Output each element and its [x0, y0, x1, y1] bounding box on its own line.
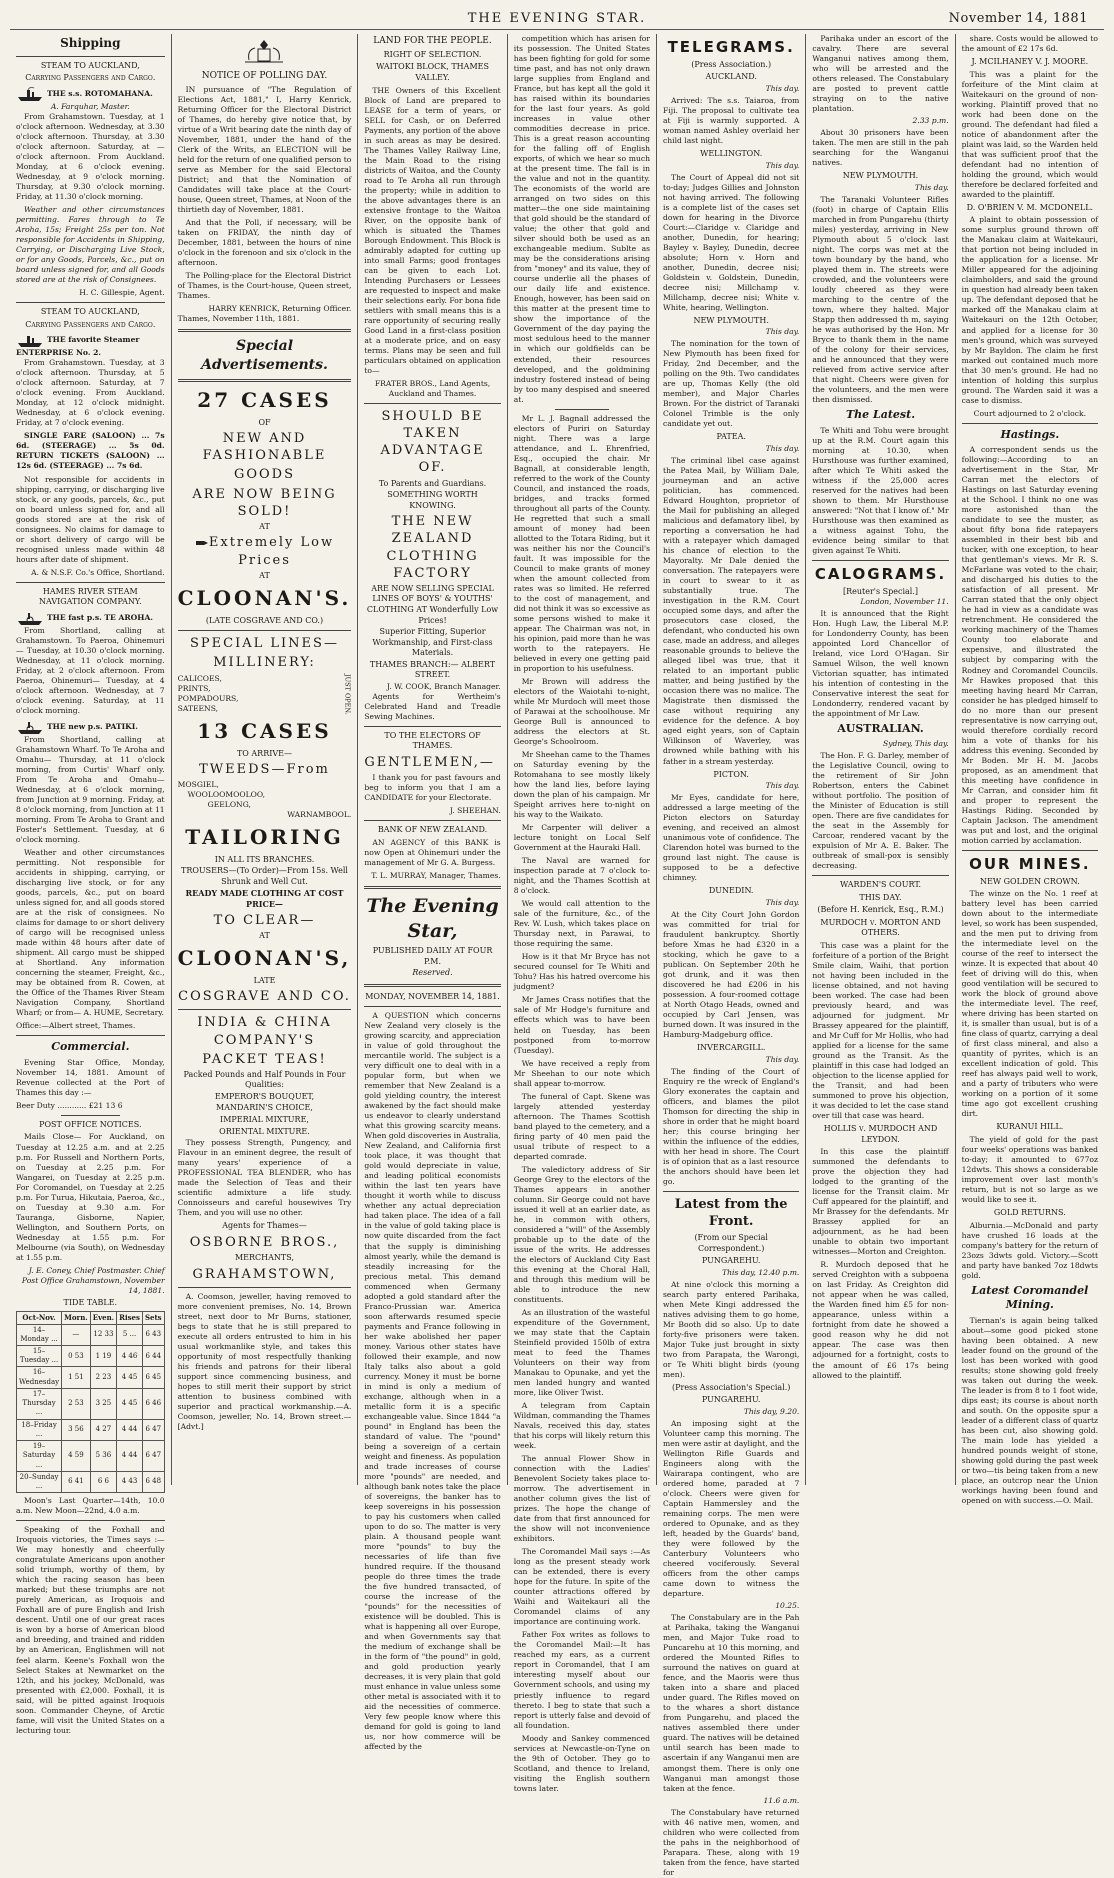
low-prices-at: AT — [259, 570, 270, 580]
case-title-2: HOLLIS v. MURDOCH AND LEYDON. — [823, 1124, 938, 1144]
case-continuation: share. Costs would be allowed to the amount of £2 17s 6d. — [961, 34, 1098, 54]
rotomahana-schedule: From Grahamstown. Tuesday, at 1 o'clock afternoon. Wednesday, at 3.30 o'clock afternoon. Thursday, at 3.30 o'clock afternoon. Saturday, at — o'clock afternoon. From Auckland. Monday, at 6 o'clock evening. Wednesday, at 9 o'clock morning. Thursday, at 9.30 o'clock morning. Friday, at 11.30 o'clock morning. — [16, 111, 165, 202]
millinery: MILLINERY: — [213, 655, 316, 671]
list-item: MOSGIEL, — [177, 780, 219, 790]
paper-date: MONDAY, NOVEMBER 14, 1881. — [365, 991, 500, 1001]
list-item: CALICOES, — [177, 673, 222, 683]
gold-returns-body: Alburnia.—McDonald and party have crushed 16 loads at the company's battery for the return of 23ozs 3dwts gold. Victory.—Scott and party have banked 7oz 18dwts gold. — [961, 1220, 1098, 1280]
case-title-2: D. O'BRIEN V. M. MCDONELL. — [966, 202, 1094, 212]
steam-to-auckland-title-2: STEAM TO AUCKLAND, — [40, 307, 140, 317]
coromandel-body: Tiernan's is again being talked about—some good picked stone having been obtained. A new leader found on the ground of the lost has been worked with good results; stone showing gold freely was taken out during the week. The leader is from 8 to 1 foot wide, dips east; its course is about north and south. On the opposite spur a leader of a different class of quartz has been cut, also showing gold. The main lode has yielded a hundred pounds weight of stone, showing gold during the past week or two—tis being taken from a new place, an outcrop near the Union workings having been found and opened on with success.—O. Mail. — [961, 1315, 1098, 1506]
dunedin-dateline: This day. — [765, 897, 800, 907]
rotomahana-master: A. Farquhar, Master. — [50, 101, 130, 111]
enterprise-fares: SINGLE FARE (SALOON) ... 7s 6d. (STEERAGE) ... 5s 0d. RETURN TICKETS (SALOON) ... 12s 6d. (STEERAGE) ... 7s 6d. — [16, 431, 165, 471]
post-office-title: POST OFFICE NOTICES. — [39, 1119, 142, 1129]
london-body: It is announced that the Right Hon. Hugh Law, the Liberal M.P. for Londonderry County, has been appointed Lord Chancellor of Ireland, vice Lord O'Hagan. Sir Samuel Wilson, the well known Victorian squatter, has intimated his intention of contesting in the Conservative interest the seat for Londonderry, rendered vacant by the appointment of Mr Law. — [812, 609, 949, 719]
column-5 — [657, 34, 806, 1877]
nzcf-body: ARE NOW SELLING SPECIAL LINES OF BOYS' & YOUTHS' CLOTHING AT Wonderfully Low Prices! — [366, 583, 499, 625]
list-item: POMPADOURS, — [177, 693, 239, 703]
list-item: GEELONG, — [207, 800, 251, 810]
post-office-signature: J. E. Coney, Chief Postmaster. Chief Post Office Grahamstown, November 14, 1881. — [21, 1265, 165, 1295]
paper-reserved: Reserved. — [412, 968, 453, 978]
issue-date: November 14, 1881 — [948, 11, 1088, 26]
steamship-icon — [16, 332, 44, 348]
te-aroha-name: THE fast p.s. TE AROHA. — [16, 610, 165, 626]
column-2 — [172, 34, 359, 1485]
list-item: MANDARIN'S CHOICE, — [216, 1103, 313, 1113]
news-item: Mr Carpenter will deliver a lecture tonight on Local Self Government at the Hauraki Hall. — [513, 823, 651, 853]
nzcf-agents: Agents for Wertheim's Celebrated Hand and Treadle Sewing Machines. — [364, 691, 501, 721]
case-body: This was a plaint for the forfeiture of the Mint claim at Waitekauri on the ground of non-working. Plaintiff proved that no work had been done on the ground. The defendant had filed a notice of abandonment after the plaint was laid, so the Warden held that was sufficient proof that the defendant had no intention of holding the ground, which would therefore be declared forfeited and awarded to the plaintiff. — [961, 69, 1098, 199]
list-item: ORIENTAL MIXTURE. — [219, 1126, 310, 1136]
special-lines: SPECIAL LINES— — [190, 636, 339, 652]
pungarehu-body: At nine o'clock this morning a search party entered Parihaka, when Mete Kingi addressed the natives advising them to go home, Mr Booth did so also. Up to date forty-five prisoners were taken. Major Tuke just brought in sixty two from Parapata, the Warongi, or Te Whiti blight birds (young men). — [663, 1279, 800, 1379]
the-latest-heading: The Latest. — [845, 408, 916, 422]
news-item: Mr James Crass notifies that the sale of Mr Hodge's furniture and effects which was to have been held on Tuesday, has been postponed from to-morrow (Tuesday). — [513, 995, 651, 1055]
list-item: WOOLOOMOOLOO, — [187, 790, 266, 800]
golden-crown-body: The winze on the No. 1 reef at battery level has been carried down about to the intermediate level, so work has been suspended, and the men put to driving from the intermediate level on the course of the reef to intersect the winze. It is expected that about 40 feet of driving will do this, when good ventilation will be secured to work the block of ground above the intermediate level. The reef, where driving has been started on it, is smaller than usual, but is of a fine class of quartz, carrying a deal of first class mineral, and also a quantity of pyrites, which is an excellent indication of gold. This reef has always paid well to work, and a party of tributers who were working on a portion of it some time ago got excellent crushing dirt. — [961, 889, 1098, 1119]
osborne: OSBORNE BROS., — [189, 1234, 340, 1250]
table-row: 19–Saturday ... 4 59 5 36 4 44 6 47 — [17, 1441, 165, 1472]
cloonans-name-2: CLOONAN'S, — [177, 946, 352, 971]
case-title: MURDOCH v. MORTON AND OTHERS. — [820, 917, 941, 938]
bank-body: AN AGENCY of this BANK is now Open at Ohinemuri under the management of Mr G. A. Burgess. — [364, 837, 501, 867]
wardens-court-heading: WARDEN'S COURT. — [839, 880, 922, 890]
cases-at: AT — [259, 521, 270, 531]
land-sub: RIGHT OF SELECTION. — [383, 49, 482, 59]
steam-to-auckland-sub-2: Carrying Passengers and Cargo. — [25, 319, 156, 329]
patiki-schedule: From Shortland, calling at Grahamstown Wharf. To Te Aroha and Omahu— Thursday, at 11 o'clock morning, from Curtis' Wharf only. From Te Aroha and Omahu— Wednesday, at 6 o'clock morning, from Junction at 9 morning. Friday, at 8 o'clock morning, from Junction at 11 morning. From Te Aroha to Grant and Foster's Settlement. Tuesday, at 6 o'clock morning. — [16, 734, 165, 845]
tide-table-header — [17, 1312, 165, 1324]
electors-greeting: GENTLEMEN,— — [364, 754, 495, 770]
new-plymouth-heading: NEW PLYMOUTH. — [693, 315, 769, 325]
this-day: THIS DAY. — [859, 892, 902, 902]
constabulary-body: The Constabulary are in the Pah at Parihaka, taking the Wanganui men, and Major Tuke road to Puncarehu at 10 this morning, and ordered the Mounted Rifles to surround the natives on guard at fence, and the Maoris were thus taken into a share and placed under guard. The Rifles moved on to the whares a short distance from Pungarehu, and placed the natives assembled there under guard. The natives will be detained until search has been made to ascertain if any Wanganui men are amongst them. There is only one Wanganui man amongst those taken at the fence. — [663, 1613, 800, 1793]
news-item: We would call attention to the sale of the furniture, &c., of the Rev. W. Lush, which takes place on Thursday next, in Parawai, to those requiring the same. — [513, 899, 651, 949]
invercargill-dateline: This day. — [765, 1054, 800, 1064]
time-stamp: 10.25. — [775, 1601, 800, 1611]
pungarehu-heading: PUNGAREHU. — [701, 1256, 761, 1266]
new-plymouth-dateline: This day. — [914, 182, 949, 192]
rotomahana-name: THE s.s. ROTOMAHANA. — [16, 86, 165, 102]
paddle-steamer-icon — [16, 719, 44, 735]
polling-notice-body-3: The Polling-place for the Electoral District of Thames, is the Court-house, Queen street, Thames. — [177, 271, 352, 301]
tide-col-sets: Sets — [142, 1312, 164, 1324]
leader-article: A QUESTION which concerns New Zealand very closely is the growing scarcity, and appreciation in value of gold throughout the mercantile world. The subject is a very difficult one to deal with in a popular form, but when we remember that New Zealand is a gold yielding country, the interest awakened by the fact should make us endeavor to clearly understand what this growing scarcity means. When gold discoveries in Australia, New Zealand, and California first took place, it was thought that gold would depreciate in value, and leading political economists within the last ten years have thought it worth while to discuss whether any actual depreciation had taken place. The idea of a fall in the value of gold taking place is now quite discarded from the fact that the supply is diminishing almost yearly, while the demand is steadily increasing for the precious metal. This demand commenced when Germany adopted a gold standard after the Franco-Prussian war. America soon afterwards resumed specie payments and France following in her wake abolished her paper money. Various other states have followed their example, and now Italy talks also about a gold currency. Money it must be borne in mind is only a medium of exchange, although when in a metallic form it is a specific exchangeable value. Since 1844 "a pound" in England has been the standard of value. The "pound" being a sovereign of a certain weight and fineness. As population and trade increases of course more "pounds" are needed, and although bank notes take the place of sovereigns, the banker has to keep sovereigns in his possession to pay his customers when called upon to do so. The matter is very plain. A thousand people want more "pounds" to buy the necessaries of life than five hundred require. If the thousand people do three times the trade the five hundred transacted, of course the increase of the "pounds" for the necessities of existence will be doubled. This is what is happening all over Europe, and when Governments say that the medium of exchange shall be in the form of "the pound" in gold, and gold production yearly decreases, it is very plain that gold must enhance in value unless some other metal is associated with it to aid the necessities of commerce. Very few people know where this demand for gold is going to land us, nor how commerce will be affected by the — [364, 1011, 501, 1752]
te-aroha-schedule: From Shortland, calling at Grahamstown. To Paeroa, Ohinemuri— Tuesday, at 10.30 o'clock morning. Wednesday, at 11 o'clock morning. Friday, at 2 o'clock afternoon. From Paeroa, Ohinemuri— Tuesday, at 4 o'clock afternoon. Wednesday, at 7 o'clock evening. Saturday, at 11 o'clock morning. — [16, 625, 165, 715]
sydney-dateline: Sydney, This day. — [883, 738, 949, 748]
pungarehu-dateline: This day, 12.40 p.m. — [722, 1267, 800, 1277]
news-item: Mr L. J. Bagnall addressed the electors of Puriri on Saturday night. There was a large attendance, and L. Ehrenfried, Esq., occupied the chair. Mr Bagnall, at considerable length, referred to the work of the County Council, and instanced the roads, bridges, and tracks formed throughout all parts of the County. He regretted that such a small amount of money had been allotted to the Totara Riding, but it was neither his nor the Council's fault. It was impossible for the Council to make grants of money when the amount collected from rates was so limited. He referred to the cost of management, and did not think it was so excessive as some persons wished to make it appear. The Chairman was not, in his opinion, paid more than he was worth to the ratepayers. He believed in every one getting paid in proportion to his usefulness. — [513, 413, 651, 673]
tailoring-sub: IN ALL ITS BRANCHES. — [214, 854, 315, 864]
time-stamp-2: 11.6 a.m. — [763, 1795, 800, 1805]
column-6 — [806, 34, 955, 1485]
land-title: LAND FOR THE PEOPLE. — [373, 36, 492, 46]
enterprise-schedule: From Grahamstown. Tuesday, at 3 o'clock afternoon. Thursday, at 5 o'clock afternoon. Saturday, at 7 o'clock evening. From Auckland. Monday, at 12 o'clock midnight. Wednesday, at 6 o'clock evening. Friday, at 7 o'clock evening. — [16, 358, 165, 428]
column-4 — [508, 34, 657, 1793]
rotomahana-agent: H. C. Gillespie, Agent. — [79, 288, 165, 298]
should-headline: SHOULD BE TAKEN ADVANTAGE OF. — [380, 409, 485, 476]
list-item: SATEENS, — [177, 703, 219, 713]
nzcf-name: THE NEW ZEALAND CLOTHING FACTORY — [386, 514, 479, 581]
pointing-hand-icon — [195, 539, 209, 547]
ready-made: READY MADE CLOTHING AT COST PRICE— — [185, 888, 344, 910]
bank-signature: T. L. MURRAY, Manager, Thames. — [371, 870, 501, 880]
packet-teas: PACKET TEAS! — [202, 1051, 327, 1067]
table-row: 18–Friday ... 3 56 4 27 4 44 6 47 — [17, 1419, 165, 1440]
tweeds: TWEEDS—From — [199, 762, 330, 778]
coomson-notice: A. Coomson, jeweller, having removed to more convenient premises, No. 14, Brown street, next door to Mr Burns, stationer, begs to state that he is still prepared to execute all orders entrusted to him in his usual workmanlike style, and takes this opportunity of most respectfully thanking his friends and patrons for their liberal support since commencing business, and hopes to still merit their support by strict attention to business combined with superior and practical workmanship.—A. Coomson, jeweller, No. 14, Brown street.—[Advt.] — [177, 1291, 352, 1431]
foxhall-article: Speaking of the Foxhall and Iroquois victories, the Times says :—We may honestly and cheerfully congratulate Americans upon another solid triumph, worthy of them, by which the racing season has been marked; but these triumphs are not purely American, as Iroquois and Foxhall are of pure English and Irish descent. Until one of our great races is won by a horse of American blood and breeding, and trained and ridden by an American, Englishmen will not feel alarm. Keene's Foxhall won the Select Stakes at Newmarket on the 12th, and his jockey, McDonald, was presented with £2,000. Foxhall, it is said, will be pitted against Iroquois soon. Commander Cheyne, of Arctic fame, will visit the United States on a lecturing tour. — [16, 1525, 165, 1735]
electors-signature: J. SHEEHAN. — [449, 806, 501, 816]
trousers: TROUSERS—(To Order)—From 15s. Well Shrunk and Well Cut. — [181, 866, 348, 886]
agents-label: Agents for Thames— — [222, 1221, 307, 1231]
the-latest-body: Te Whiti and Tohu were brought up at the R.M. Court again this morning at 10.30, when Hursthouse was further examined, after which Te Whiti asked the witness if the 25,000 acres reserved for the natives had been shown to them. Mr Hursthouse answered: "Not that I know of." Mr Hursthouse was then examined as a witness against Tohu, the evidence being similar to that given against Te Whiti. — [812, 425, 949, 555]
paddle-steamer-icon — [16, 610, 44, 626]
india-china: INDIA & CHINA COMPANY'S — [197, 1015, 332, 1048]
press-association: (Press Association.) — [691, 59, 772, 69]
cloonans-late: (LATE COSGRAVE AND CO.) — [205, 615, 324, 625]
column-7 — [956, 34, 1104, 1506]
tide-col-rises: Rises — [117, 1312, 143, 1324]
list-item: IMPERIAL MIXTURE, — [220, 1115, 309, 1125]
news-item: We have received a reply from Mr Sheehan to our note which shall appear to-morrow. — [513, 1058, 651, 1088]
news-item: Mr Brown will address the electors of the Waiotahi to-night, while Mr Murdoch will meet those of Parawai at the schoolhouse. Mr George Bull is announced to address the electors at St. George's Schoolroom. — [513, 676, 651, 747]
case-body: This case was a plaint for the forfeiture of a portion of the Bright Smile claim, Waihi, that portion not having been included in the license obtained, and not having been worked. The case had been previously heard, and was adjourned for judgment. Mr Brassey appeared for the plaintiff, and Mr Cuff for Mr Hollis, who had applied for a license for the same ground as the Transit. As the plaintiff in this case had lodged an objection to the license applied for the Transit, and had been summoned to prove his objection, it was decided to let the case stand over till that case was heard. — [812, 940, 949, 1121]
invercargill-heading: INVERCARGILL. — [696, 1042, 766, 1052]
tide-col-date: Oct-Nov. — [17, 1312, 62, 1324]
steamship-icon — [16, 86, 44, 102]
table-row: 16–Wednesday 1 51 2 23 4 45 6 45 — [17, 1367, 165, 1388]
masthead — [10, 10, 1104, 30]
paper-sub: PUBLISHED DAILY AT FOUR P.M. — [372, 945, 493, 966]
new-plymouth-dateline: This day. — [765, 327, 800, 337]
thames-river-title: HAMES RIVER STEAM NAVIGATION COMPANY. — [38, 586, 142, 607]
patea-dateline: This day. — [765, 444, 800, 454]
polling-signature: HARRY KENRICK, Returning Officer. — [208, 304, 352, 314]
cosgrave: COSGRAVE AND CO. — [178, 989, 351, 1005]
thirteen-cases: 13 CASES — [197, 719, 332, 744]
tide-col-morn: Morn. — [62, 1312, 91, 1324]
special-correspondent: (From our Special Correspondent.) — [694, 1233, 768, 1253]
merchants: MERCHANTS, — [234, 1252, 294, 1262]
beer-duty: Beer Duty ............ £21 13 6 — [16, 1100, 123, 1110]
just-open-tag: JUST OPEN. — [343, 673, 352, 715]
our-mines-heading: OUR MINES. — [969, 854, 1091, 873]
kuranui-body: The yield of gold for the past four weeks' operations was banked to-day; it amounted to 677oz 12dwts. This shows a considerable improvement over last month's return, but is not so large as we would like to see it. — [961, 1135, 1098, 1205]
court-adjourned: Court adjourned to 2 o'clock. — [973, 408, 1086, 418]
special-ads-heading: Special Advertisements. — [201, 338, 328, 373]
steam-to-auckland-title: STEAM TO AUCKLAND, — [40, 60, 140, 70]
news-item: Moody and Sankey commenced services at Newcastle-on-Tyne on the 9th of October. They go to Scotland, and thence to Ireland, visiting the English southern towns later. — [513, 1733, 651, 1793]
wellington-dateline: This day. — [765, 160, 800, 170]
auckland-body: Arrived: The s.s. Taiaroa, from Fiji. The proposal to cultivate tea at Fiji is warmly supported. A woman named Ashley overlaid her child last night. — [663, 95, 800, 145]
cases-headline: 27 CASES — [197, 388, 332, 413]
commercial-heading: Commercial. — [51, 1040, 130, 1054]
constabulary-body-2: The Constabulary have returned with 46 native men, women, and children who were collected from the pahs in the neighborhood of Parapara. These, along with 19 taken from the fence, have started for — [663, 1807, 800, 1877]
nzcf-items: Superior Fitting, Superior Workmanship, and First-class Materials. — [372, 627, 493, 658]
polling-day-title: NOTICE OF POLLING DAY. — [201, 71, 328, 82]
to-arrive: TO ARRIVE— — [236, 748, 293, 758]
hastings-body: A correspondent sends us the following:—According to an advertisement in the Star, Mr Carran met the electors of Hastings on last Saturday evening at the School. I think no one was more astonished than the candidate to see the muster, as about fifty bona fide ratepayers assembled in their best bib and tucker, with one exception, to hear that gentleman's views. Mr R. S. McFarlane was voted to the chair, and discharged his duties to the satisfaction of all present. Mr Carran stated that the only object he had in view as a candidate was retrenchment. He considered the working machinery of the Thames County too elaborate and expensive, and illustrated the subject by comparing with the Rodney and Coromandel Councils. Mr Hawkes proposed that this meeting having heard Mr Carran, consider he has pledged himself to do no more than our present representative is now carrying out, would therefore cordially record him a vote of thanks for his address this evening. Seconded by Mr Boden. Mr H. M. Jacobs proposed, as an amendment that this meeting have confidence in Mr Carran, and consider him fit and proper to represent the Hastings Riding. Seconded by Captain Jackson. The amendment was put and lost, and the original motion carried by acclamation. — [961, 445, 1098, 845]
invercargill-body: The finding of the Court of Enquiry re the wreck of England's Glory exonerates the captain and officers, and blames the pilot Thomson for directing the ship in shore in order that he might board her; this course bringing her within the influence of the eddies, with her head in shore. The Court is of opinion that as a last resource the anchors should have been let go. — [663, 1066, 800, 1186]
cases-sold: ARE NOW BEING SOLD! — [192, 486, 337, 519]
paper-nameplate: The Evening Star, — [366, 894, 499, 942]
latest-front-heading: Latest from the Front. — [674, 1196, 788, 1229]
news-item: As an illustration of the wasteful expenditure of the Government, we may state that the Captain Steinfield provided 150lb of extra meat to feed the Thames Volunteers on their way from Manakau to Opunake, and yet the men landed hungry and wanted more, like Oliver Twist. — [513, 1307, 651, 1398]
coromandel-heading: Latest Coromandel Mining. — [971, 1283, 1089, 1312]
pungarehu-heading-2: PUNGAREHU. — [701, 1395, 761, 1405]
wellington-body: The Court of Appeal did not sit to-day; Judges Gillies and Johnston not having arrived. The following is a complete list of the cases set down for hearing in the Divorce Court:—Claridge v. Claridge and another, Dunedin, for hearing; Bayley v. Bayley, Dunedin, decree absolute; Horn v. Horn and another, Dunedin, decree nisi; Goldstein v. Goldstein, Dunedin, decree nisi; Millchamp v. Millchamp, decree nisi; White v. White, hearing, Wellington. — [663, 172, 800, 312]
calograms-heading: CALOGRAMS. — [814, 564, 947, 583]
something: SOMETHING WORTH KNOWING. — [387, 490, 478, 510]
telegrams-heading: TELEGRAMS. — [667, 38, 795, 56]
polling-date: Thames, November 11th, 1881. — [177, 314, 300, 324]
golden-crown-heading: NEW GOLDEN CROWN. — [980, 876, 1080, 886]
patea-body: The criminal libel case against the Patea Mail, by William Dale, journeyman and an active politician, has commenced. Edward Houghton, proprietor of the Mail for publishing an alleged malicious and defamatory libel, by reporting a conversation he had with a ratepayer which damaged his chance of election to the Mayoralty. Mr Dale denied the conversation. The ratepayers were in court to swear to it as substantially true. The investigation in the R.M. Court occupied some days, and after the prosecutors case closed, the defendant, who conducted his own case, made an address, and alleges reasonable grounds to believe the alleged libel was true, that it related to an important public matter, and being justified by the occasion there was no malice. The Magistrate then dismissed the case without requiring any evidence for the defence. A boy aged eight years, son of Captain Wilkinson of Waverley, was drowned while bathing with his father in a stream yesterday. — [663, 456, 800, 766]
column-3 — [358, 34, 507, 1752]
dunedin-heading: DUNEDIN. — [708, 886, 754, 896]
picton-body: Mr Eyes, candidate for here, addressed a large meeting of the Picton electors on Saturday evening, and received an almost unanimous vote of confidence. The Clarendon hotel was burned to the ground last night. The cause is supposed to be a defective chimney. — [663, 793, 800, 883]
news-item: The funeral of Capt. Skene was largely attended yesterday afternoon. The Thames Scottish band played to the cemetery, and a firing party of 40 men paid the usual tribute of respect to a departed comrade. — [513, 1091, 651, 1161]
news-item: Father Fox writes as follows to the Coromandel Mail:—It has reached my ears, as a current report in Coromandel, that I am interesting myself about our Government schools, and using my priestly influence to regard thereto. I beg to state that such a report is utterly false and devoid of all foundation. — [513, 1630, 651, 1730]
case-body-2: In this case the plaintiff summoned the defendants to prove the objection they had lodged to the granting of the license for the Transit claim. Mr Cuff appeared for the plaintiff, and Mr Brassey for the defendants. Mr Brassey applied for an adjournment, as he had been unable to obtain two important witnesses—Morton and Creighton. — [812, 1147, 949, 1257]
table-row: 14–Monday ... — 12 33 5 ... 6 43 — [17, 1324, 165, 1345]
electors-title: TO THE ELECTORS OF THAMES. — [384, 730, 481, 751]
new-plymouth-heading: NEW PLYMOUTH. — [842, 171, 919, 181]
electors-body: I thank you for past favours and beg to inform you that I am a CANDIDATE for your Electorate. — [364, 773, 501, 803]
constabulary-continuation: Parihaka under an escort of the cavalry. There are several Wanganui natives among them, who will be arrested and the others released. The Constabulary are posted to prevent cattle straying on to the native plantation. — [812, 34, 949, 114]
column-1 — [10, 34, 172, 1735]
new-plymouth-body: The Taranaki Volunteer Rifles (foot) in charge of Captain Ellis marched in from Pungarehu (thirty miles) yesterday, arriving in New Plymouth about 5 o'clock last night. The corps was met at the town boundary by the band, who played them in. The streets were crowded, and the volunteers were loudly cheered as they were marching to the centre of the town, where they halted. Major Stapp then addressed th m, saying he was authorised by the Hon. Mr Bryce to thank them in the name of the colony for their services, and he announced that they were relieved from active service after that night. Cheers were given for the volunteers, and the men were then dismissed. — [812, 194, 949, 405]
shipping-heading: Shipping — [60, 36, 121, 50]
news-item: The valedictory address of Sir George Grey to the electors of the Thames appears in another column. Sir George could not have issued it well at an earlier date, as he, in common with others, considered a "will" of the Assembly probable up to the date of the issue of the writs. He addresses the electors of Auckland City East this evening at the Choral Hall, and through this medium will be able to introduce the new constituents. — [513, 1164, 651, 1304]
land-place: WAITOKI BLOCK, THAMES VALLEY. — [376, 62, 489, 82]
enterprise-name: THE favorite Steamer ENTERPRISE No. 2. — [16, 332, 165, 358]
polling-notice-body: IN pursuance of "The Regulation of Elections Act, 1881," I, Harry Kenrick, Returning Officer for the Electoral District of Thames, do hereby give notice that, by virtue of a Writ bearing date the ninth day of November, 1881, under the hand of the Clerk of the Writs, an ELECTION will be held for the return of one qualified person to serve as Member for the said Electoral District; and that the Nomination of Candidates will take place at the Court-house, Queen street, Thames, at Noon of the thirtieth day of November, 1881. — [177, 84, 352, 215]
reuter-special: [Reuter's Special.] — [842, 586, 919, 596]
table-row: 17–Thursday ... 2 53 3 25 4 45 6 46 — [17, 1388, 165, 1419]
thames-river-office: Office:—Albert street, Thames. — [16, 1021, 136, 1031]
new-plymouth-body: The nomination for the town of New Plymouth has been fixed for Friday, 2nd December, and the polling on the 9th. Two candidates are up, Thomas Kelly (the old member), and Major Charles Brown. For the district of Taranaki Colonel Trimble is the only candidate yet out. — [663, 339, 800, 429]
enterprise-note: Not responsible for accidents in shipping, carrying, or discharging live stock, or any goods, parcels, &c., put on board unless signed for, and all goods stored are at the risk of consignees. No claims for damage to or short delivery of cargo will be recognised unless made within 48 hours after date of shipment. — [16, 474, 165, 564]
tide-table-title: TIDE TABLE. — [63, 1297, 118, 1307]
to-clear: TO CLEAR— — [213, 912, 316, 928]
wellington-heading: WELLINGTON. — [700, 148, 763, 158]
cases-new: NEW AND FASHIONABLE — [202, 431, 327, 464]
australian-heading: AUSTRALIAN. — [837, 722, 924, 736]
kuranui-heading: KURANUI HILL. — [996, 1122, 1064, 1132]
leader-continuation: competition which has arisen for its possession. The United States has been fighting for gold for some time past, and has not only drawn large supplies from England and France, but has kept all the gold it has raised within its boundaries for the last four years. As gold increases in value other commodities decrease in price. This is a great reason accounting for the falling off of English exports, of which we hear so much at the present time. The fall is in the value and not in the quantity. The economists of the world are arranged on two sides on this matter—the one side maintaining that gold should be the standard of value; the other that gold and silver should both be used as an exchangeable medium. Sublte as may be the considerations arising from "money" and its value, they of course underlie all the phases of our daily life and existence. Enough, however, has been said on this matter at the present time to show the importance of the Government of the day paying the most sedulous heed to the manner in which our goldfields can be extended, their resources developed, and the goldmining industry fostered instead of being by too many despised and sneered at. — [513, 34, 651, 404]
bank-title: BANK OF NEW ZEALAND. — [377, 825, 488, 835]
london-dateline: London, November 11. — [860, 597, 949, 607]
sydney-body: The Hon. F. G. Darley, member of the Legislative Council, owing to the retirement of Sir John Robertson, enters the Cabinet without portfolio. The position of the Minister of Education is still open. There are five candidates for the seat in the Assembly for Carcoar, rendered vacant by the expulsion of Mr A. E. Baker. The outbreak of small-pox is sensibly decreasing. — [812, 750, 949, 871]
commercial-body: Evening Star Office, Monday, November 14, 1881. Amount of Revenue collected at the Port of Thames this day :— — [16, 1057, 165, 1097]
nzcf-signature: J. W. COOK, Branch Manager. — [386, 681, 501, 691]
tailoring: TAILORING — [185, 825, 344, 850]
polling-notice-body-2: And that the Poll, if necessary, will be taken on FRIDAY, the ninth day of December, 1881, between the hours of nine o'clock in the forenoon and six o'clock in the afternoon. — [177, 218, 352, 268]
dunedin-body: At the City Court John Gordon was committed for trial for fraudulent bankruptcy. Shortly before Xmas he had £320 in a stocking, which he gave to a publican. On September 20th he got drunk, and it was then discovered he had £206 in his possession. A four-roomed cottage at North Otago Heads, owned and occupied by Carl Jensen, was burned down. It was insured in the Hamburg-Madgeburg office. — [663, 909, 800, 1039]
auckland-dateline: This day. — [765, 83, 800, 93]
late-label: LATE — [253, 975, 276, 985]
news-item: Mr Sheehan came to the Thames on Saturday evening by the Rotomahana to see mostly likely how the land lies, before laying down the plan of his campaign. Mr Speight arrives here to-night on his way to the Waikato. — [513, 750, 651, 820]
picton-dateline: This day. — [765, 781, 800, 791]
table-row: 15–Tuesday ... 0 53 1 19 4 46 6 44 — [17, 1345, 165, 1366]
patiki-name: THE new p.s. PATIKI. — [16, 719, 165, 735]
news-item: The Coromandel Mail says :—As long as the present steady work can be extended, there is every hope for the future. In spite of the counter attractions offered by Waihi and Waitekauri all the Coromandel claims of any importance are continuing work. — [513, 1547, 651, 1627]
cases-of: OF — [258, 417, 271, 427]
enterprise-agent: A. & N.S.F. Co.'s Office, Shortland. — [31, 567, 165, 577]
press-special: (Press Association's Special.) — [671, 1382, 791, 1392]
grahamstown: GRAHAMSTOWN, — [192, 1266, 337, 1282]
news-item: How is it that Mr Bryce has not secured counsel for Te Whiti and Tohu? Has his hatred overcome his judgment? — [513, 952, 651, 992]
low-prices: Extremely Low Prices — [178, 534, 352, 568]
news-item: The Naval are warned for inspection parade at 7 o'clock to-night, and the Thames Scottish at 8 o'clock. — [513, 856, 651, 896]
table-row: 20–Sunday ... 6 41 6 6 4 43 6 48 — [17, 1471, 165, 1492]
should-sub: To Parents and Guardians. — [378, 478, 487, 488]
moon-note: Moon's Last Quarter—14th, 10.0 a.m. New Moon—22nd, 4.0 a.m. — [16, 1496, 165, 1516]
prisoners-body: About 30 prisoners have been taken. The men are still in the pah searching for the Wanganui natives. — [812, 128, 949, 168]
case-body-2: A plaint to obtain possession of some surplus ground thrown off the Manakau claim at Waitekauri, that portion not being included in the application for a license. Mr Miller appeared for the adjoining claimholders, and said the ground in question had already been taken up. The defendant deposed that he marked off the Manakau claim at Waitekauri on the 12th October, and applied for a license for 30 men's ground, which was surveyed by Mr Bayldon. The claim he first marked out contained much more that 30 men's ground. He had no intention of holding this surplus ground. The Warden said it was a case to dismiss. — [961, 215, 1098, 405]
royal-arms-icon — [178, 38, 352, 67]
pungarehu-body-2: An imposing sight at the Volunteer camp this morning. The men were astir at daylight, and the Wellington Rifle Guards and Engineers along with the Wairarapa contingent, who are ordered home, paraded at 7 o'clock. Cheers were given for Captain Hammersley and the remaining corps. The men were ordered to Opunake, and as they left, headed by the Guards' band, they were followed by the Canterbury Volunteers who cheered vociferously. Several officers from the other camps came down to witness the departure. — [663, 1418, 800, 1599]
list-item: WARNAMBOOL. — [287, 810, 352, 820]
nzcf-branch: THAMES BRANCH:— ALBERT STREET. — [369, 659, 496, 680]
time-stamp: 2.33 p.m. — [912, 116, 949, 126]
picton-heading: PICTON. — [713, 769, 749, 779]
list-item: EMPEROR'S BOUQUET, — [214, 1091, 315, 1101]
to-clear-at: AT — [259, 930, 270, 940]
cases-goods: GOODS — [233, 467, 295, 483]
auckland-heading: AUCKLAND. — [705, 72, 757, 82]
page-body — [10, 34, 1104, 1877]
news-item: The annual Flower Show in connection with the Ladies' Benevolent Society takes place to-morrow. The advertisement in another column gives the list of prizes. The hope the change of date from that first announced for the show will not inconvenience exhibitors. — [513, 1454, 651, 1544]
land-signature: FRATER BROS., Land Agents, Auckland and Thames. — [374, 378, 491, 398]
newspaper-title: THE EVENING STAR. — [467, 11, 647, 26]
news-item: A telegram from Captain Wildman, commanding the Thames Navals, received this day, states that his corps will likely return this week. — [513, 1401, 651, 1451]
patea-heading: PATEA. — [716, 432, 746, 442]
case-body-3: R. Murdoch deposed that he served Creighton with a subpoena on last Friday. As Creighton did not appear when he was called, the Warden fined him £5 for non-appearance, unless within a fortnight from date he showed a good reason why he did not appear. The case was then adjourned for a fortnight, costs to the amount of £6 17s being allowed to the plaintiff. — [812, 1260, 949, 1380]
cloonans-name: CLOONAN'S. — [177, 586, 352, 611]
post-office-body: Mails Close— For Auckland, on Tuesday at 12.25 a.m. and at 2.25 p.m. For Russell and Northern Ports, on Tuesday at 2.25 p.m. For Wangarei, on Tuesday at 2.25 p.m. For Coromandel, on Tuesday at 2.25 p.m. For Turua, Hikutaia, Paeroa, &c., on Tuesday at 9.30 a.m. For Tauranga, Gisborne, Napier, Wellington, and Southern Ports, on Wednesday at 1.55 p.m. For Melbourne (via South), on Wednesday at 1.55 p.m. — [16, 1132, 165, 1262]
land-body: THE Owners of this Excellent Block of Land are prepared to LEASE for a term of years, or SELL for Cash, or on Deferred Payments, any portion of the above in such areas as may be desired. The Thames Valley Railway Line, the Main Road to the rising districts of Waitoa, and the County road to Te Aroha all run through the property; while in addition to the above advantages there is an extensive frontage to the Waitoa River, on the opposite bank of which is situated the Thames Borough Endowment. This Block is admirably adapted for cutting up into small Farms; good frontages can be given to each Lot. Intending Purchasers or Lessees are requested to inspect and make their selections early. For bona fide settlers with small means this is a rare opportunity of securing really Good Land in a first-class position at a moderate price, and on easy terms. Plans may be seen and full particulars obtained on application to— — [364, 85, 501, 375]
pungarehu-dateline-2: This day, 9.20. — [743, 1406, 800, 1416]
teas-body: They possess Strength, Pungency, and Flavour in an eminent degree, the result of many years' experience of a PROFESSIONAL TEA BLENDER, who has made the Selection of Teas and their scientific admixture a life study. Connoisseurs and careful housewives Try Them, and you will use no other. — [177, 1138, 352, 1218]
hastings-heading: Hastings. — [1000, 427, 1060, 441]
before-label: (Before H. Kenrick, Esq., R.M.) — [817, 905, 944, 915]
steam-to-auckland-sub: Carrying Passengers and Cargo. — [25, 73, 156, 83]
packed: Packed Pounds and Half Pounds in Four Qualities: — [183, 1069, 346, 1090]
list-item: PRINTS, — [177, 683, 211, 693]
case-title: J. MCILHANEY V. J. MOORE. — [971, 57, 1089, 67]
tide-table — [16, 1311, 165, 1493]
rotomahana-note: Weather and other circumstances permitting. Fares through to Te Aroha, 15s; Freight 25s per ton. Not responsible for Accidents in Shipping, Carrying, or Discharging Live Stock, or for any Goods, Parcels, &c., put on board unless signed for, and all Goods stored are at the risk of Consignees. — [16, 205, 165, 285]
gold-returns-heading: GOLD RETURNS. — [993, 1208, 1066, 1218]
tide-col-even: Even. — [90, 1312, 116, 1324]
thames-river-note: Weather and other circumstances permitting. Not responsible for accidents in shipping, carrying, or discharging live stock, or for any goods, parcels, &c., put on board unless signed for, and all goods stored are at the risk of consignees. No claims for damage to or short delivery of cargo will be recognised unless made within 48 hours after date of shipment. All cargo must be shipped at Shortland. Any information concerning the steamer, Freight, &c., may be obtained from R. Cowen, at the Office of the Thames River Steam Navigation Company, Shortland Wharf; or from— A. HUME, Secretary. — [16, 848, 165, 1018]
millinery-list — [178, 674, 352, 715]
